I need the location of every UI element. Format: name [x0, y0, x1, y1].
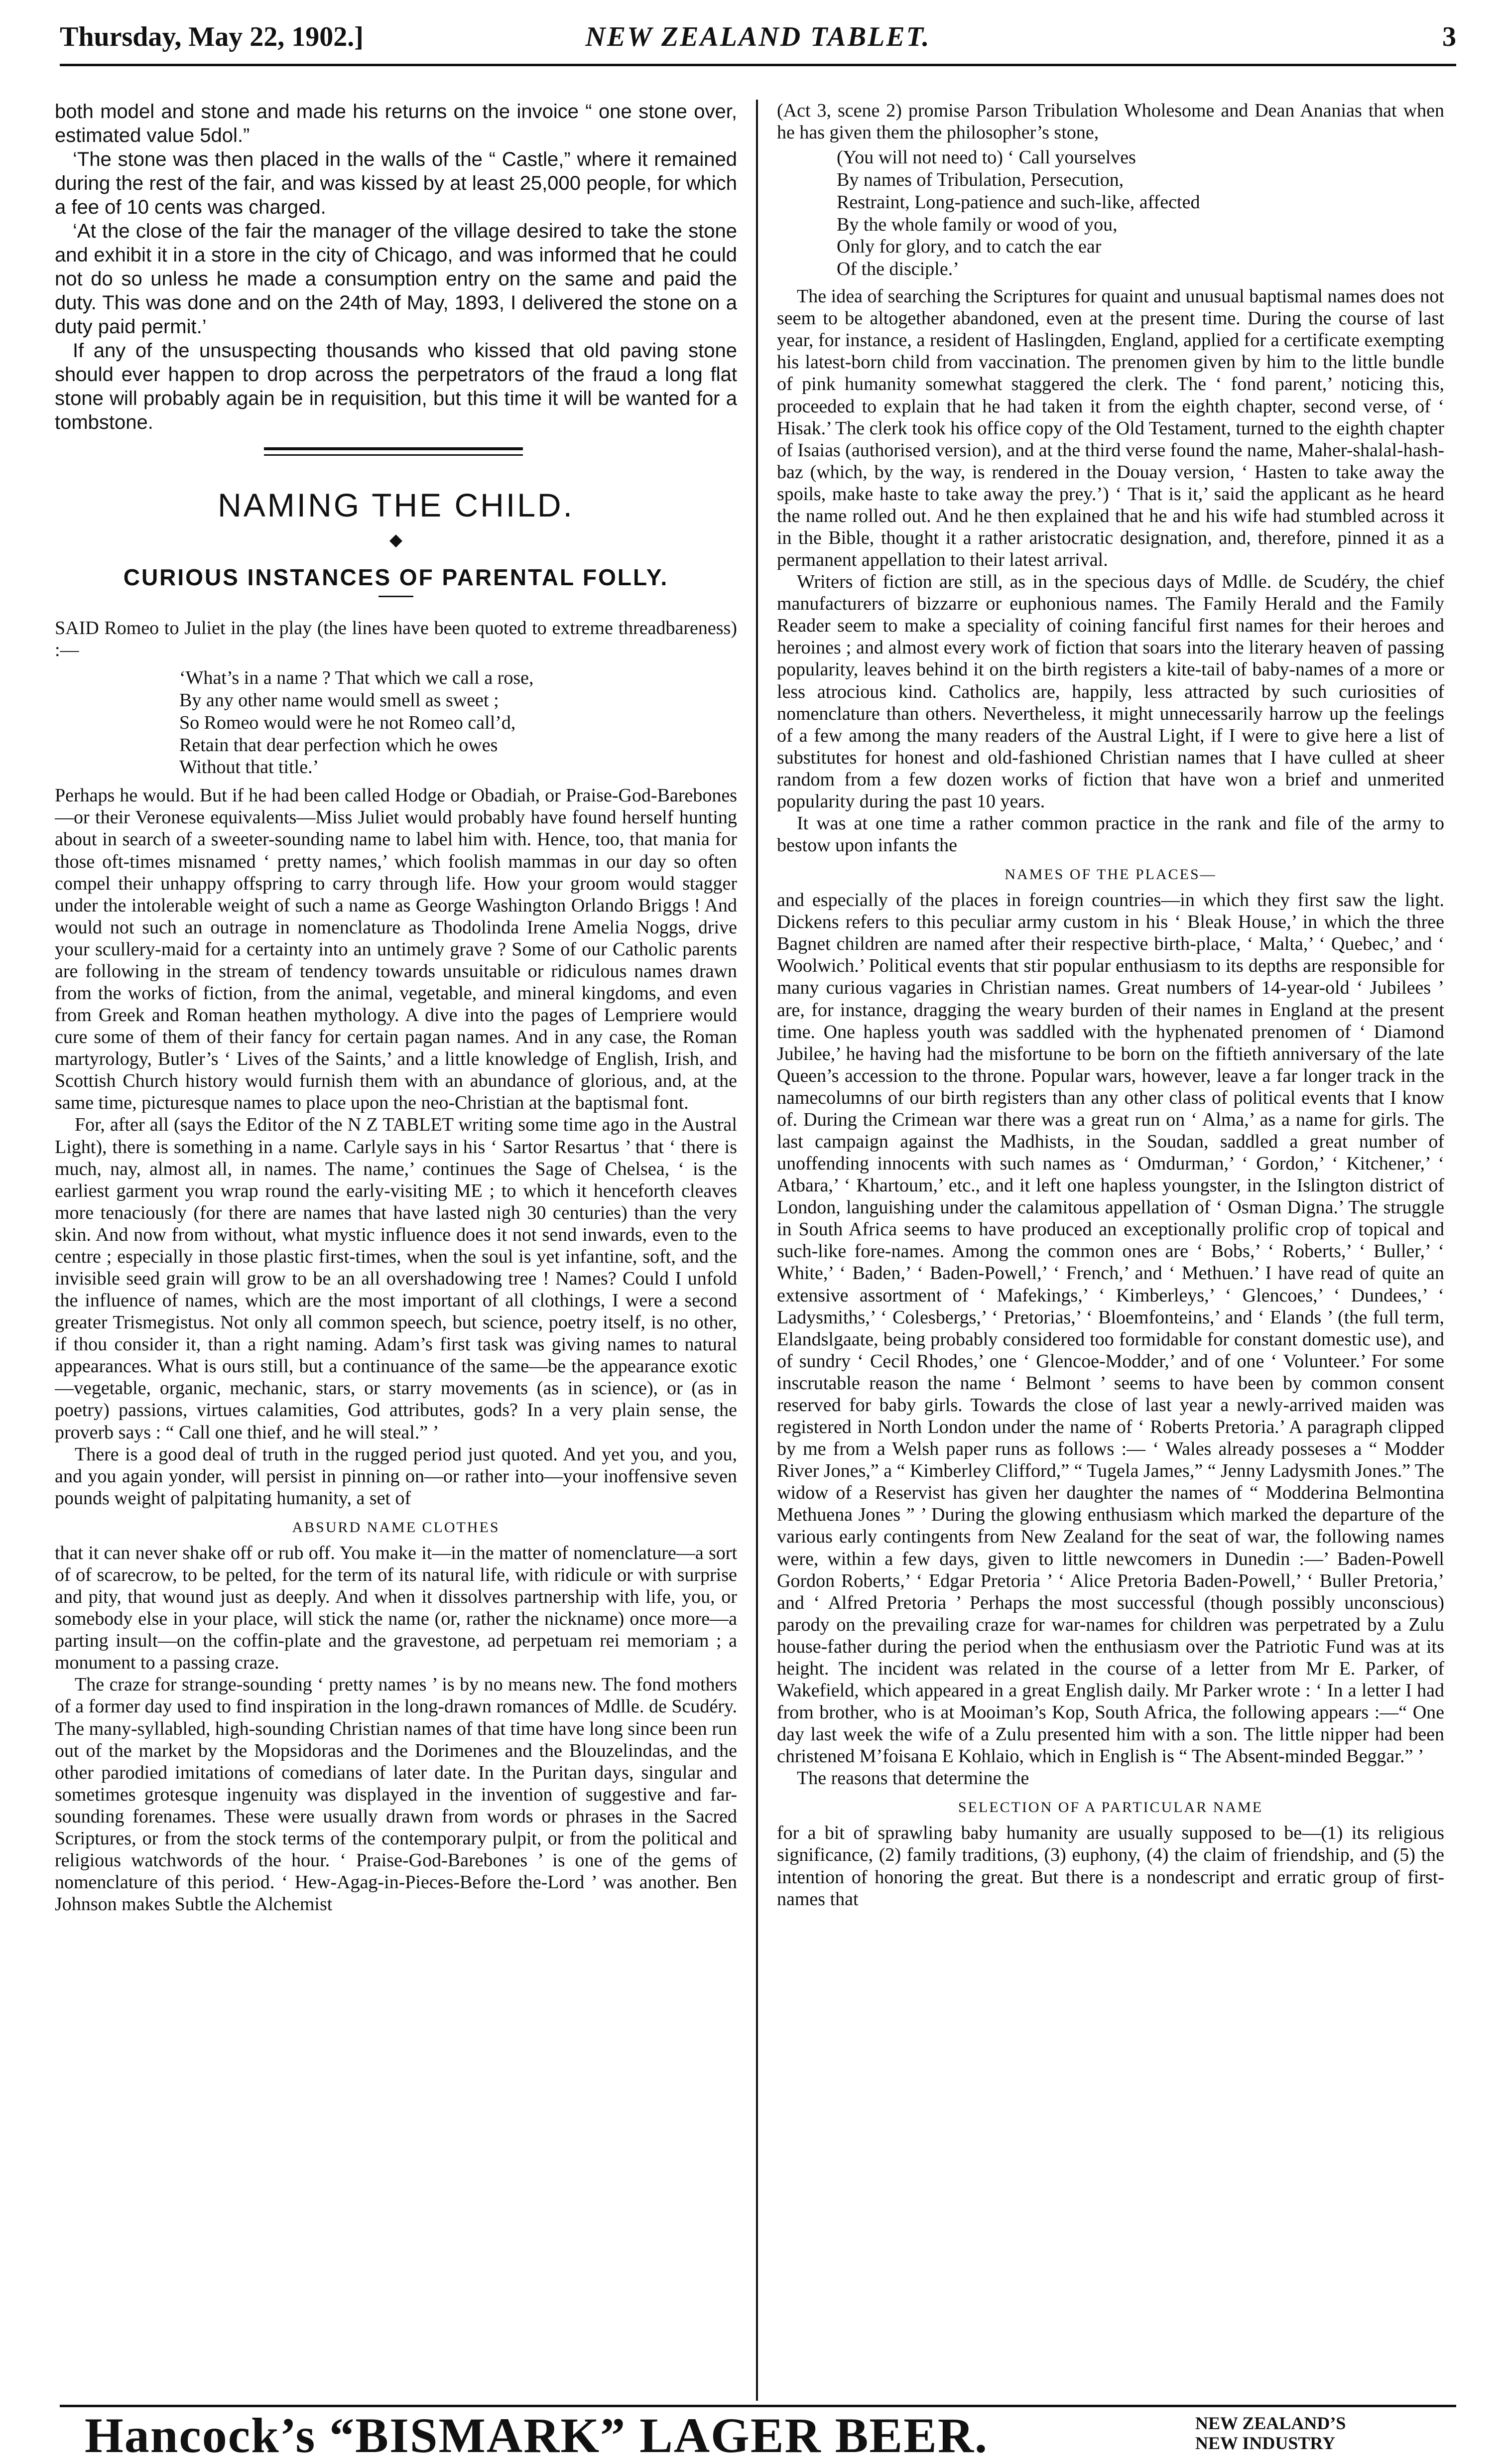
quoted-verse — [837, 146, 1444, 280]
verse-line: Only for glory, and to catch the ear — [837, 236, 1102, 258]
opening-paragraph: (Act 3, scene 2) promise Parson Tribulation Wholesome and Dean Ananias that when he has given them the philosopher’s stone, — [777, 100, 1444, 143]
verse-line: Without that title.’ — [179, 757, 319, 778]
body-paragraph: The reasons that determine the — [797, 1768, 1029, 1789]
body-paragraph: The idea of searching the Scriptures for quaint and unusual baptismal names does not seem to be altogether abandoned, even at the present time. During the course of last year, for instance, a resident of Haslingden, England, applied for a certificate exempting his latest-born child from vaccination. The prenomen given by him to the little bundle of pink humanity somewhat staggered the clerk. The ‘ fond parent,’ noticing this, proceeded to explain that he had taken it from the eighth chapter, second verse, of ‘ Hisak.’ The clerk took his office copy of the Old Testament, turned to the eighth chapter of Isaias (authorised version), and at the third verse found the name, Maher-shalal-hash-baz (which, by the way, is rendered in the Douay version, ‘ Hasten to take away the spoils, make haste to take away the prey.’) ‘ That is it,’ said the applicant as he heard the name rolled out. And he then explained that he and his wife had stumbled across it in the Bible, thought it a rather aristocratic designation, and, therefore, pinned it as a permanent appellation to their latest arrival. — [777, 286, 1444, 571]
article-heading: NAMING THE CHILD. — [218, 487, 574, 523]
section-subhead: NAMES OF THE PLACES— — [1004, 866, 1217, 883]
opening-paragraph: SAID Romeo to Juliet in the play (the lines have been quoted to extreme threadbareness) :— — [55, 618, 737, 661]
tagline-line: NEW ZEALAND’S — [1195, 2413, 1346, 2433]
body-paragraph: There is a good deal of truth in the rugged period just quoted. And yet you, and you, and you again yonder, will persist in pinning on—or rather into—your inoffensive seven pounds weight of palpitating humanity, a set of — [55, 1443, 737, 1509]
page-number: 3 — [1442, 21, 1456, 52]
masthead-rule — [60, 64, 1456, 66]
newspaper-title: NEW ZEALAND TABLET. — [585, 21, 931, 52]
intro-paragraph: both model and stone and made his returns on the invoice “ one stone over, estimated value 5dol.” — [55, 101, 737, 146]
section-divider — [55, 443, 737, 466]
left-column — [55, 100, 737, 2401]
body-paragraph: and especially of the places in foreign countries—in which they first saw the light. Dickens refers to this peculiar army custom in his ‘ Bleak House,’ in which the three Bagnet children are named after their respective birth-place, ‘ Malta,’ ‘ Quebec,’ and ‘ Woolwich.’ Political events that stir popular enthusiasm to its depths are responsible for many curious vagaries in Christian names. Great numbers of 14-year-old ‘ Jubilees ’ are, for instance, dragging the weary burden of their names in England at the present time. One hapless youth was saddled with the hyphenated prenomen of ‘ Diamond Jubilee,’ he having had the misfortune to be born on the fiftieth anniversary of the late Queen’s accession to the throne. Popular wars, however, leave a far longer track in the namecolumns of our birth registers than any other class of political events that I know of. During the Crimean war there was a great run on ‘ Alma,’ as a name for girls. The last campaign against the Madhists, in the Soudan, saddled a great number of unoffending innocents with such names as ‘ Omdurman,’ ‘ Gordon,’ ‘ Kitchener,’ ‘ Atbara,’ ‘ Khartoum,’ etc., and it left one hapless youngster, in the Islington district of London, languishing under the calamitous appellation of ‘ Osman Digna.’ The struggle in South Africa seems to have produced an exceptionally prolific crop of topical and such-like fore-names. Among the common ones are ‘ Bobs,’ ‘ Roberts,’ ‘ Buller,’ ‘ White,’ ‘ Baden,’ ‘ Baden-Powell,’ ‘ French,’ and ‘ Methuen.’ I have read of quite an extensive assortment of ‘ Mafekings,’ ‘ Kimberleys,’ ‘ Glencoes,’ ‘ Dundees,’ ‘ Ladysmiths,’ ‘ Colesbergs,’ ‘ Pretorias,’ ‘ Bloemfonteins,’ and ‘ Elands ’ (the full term, Elandslgaate, being probably considered too formidable for constant domestic use), and of sundry ‘ Cecil Rhodes,’ one ‘ Glencoe-Modder,’ and of one ‘ Volunteer.’ For some inscrutable reason the name ‘ Belmont ’ seems to have been by common consent reserved for baby girls. Towards the close of last year a newly-arrived maiden was registered in North London under the name of ‘ Roberts Pretoria.’ A paragraph clipped by me from a Welsh paper runs as follows :— ‘ Wales already posseses a “ Modder River Jones,” a “ Kimberley Clifford,” “ Tugela James,” “ Jenny Ladysmith Jones.” The widow of a Reservist has given her daughter the names of “ Modderina Belmontina Methuena Jones ” ’ During the glowing enthusiasm which marked the departure of the various early contingents from New Zealand for the seat of war, the following names were, within a few days, given to little newcomers in Dunedin :—’ Baden-Powell Gordon Roberts,’ ‘ Edgar Pretoria ’ ‘ Alice Pretoria Baden-Powell,’ ‘ Buller Pretoria,’ and ‘ Alfred Pretoria ’ Perhaps the most successful (though possibly unconscious) parody on the prevailing craze for war-names for children was perpetrated by a Zulu house-father during the period when the enthusiasm over the Patriotic Fund was at its height. The incident was related in the course of a letter from Mr E. Parker, of Wakefield, which appeared in a great English daily. Mr Parker wrote : ‘ In a letter I had from brother, who is at Mooiman’s Kop, South Africa, the following appears :—“ One day last week the wife of a Zulu presented him with a son. The little nipper had been christened M’foisana E Kohlaio, which in English is “ The Absent-minded Beggar.” ’ — [777, 890, 1444, 1767]
masthead — [60, 14, 1456, 62]
tagline-line: NEW INDUSTRY — [1195, 2433, 1336, 2453]
column-rule — [756, 100, 758, 2401]
advertisement-tagline — [1195, 2414, 1346, 2453]
verse-line: Retain that dear perfection which he owes — [179, 734, 498, 756]
body-paragraph: that it can never shake off or rub off. You make it—in the matter of nomenclature—a sort of of scarecrow, to be pelted, for the term of its natural life, with ridicule or with surprise and pity, that wound just as deeply. And when it dissolves partnership with life, you, or somebody else in your place, will stick the name (or, rather the nickname) once more—a parting insult—on the coffin-plate and the gravestone, ad perpetuam rei memoriam ; a monument to a passing craze. — [55, 1542, 737, 1674]
ornament-icon: ◆ — [389, 531, 403, 549]
verse-line: (You will not need to) ‘ Call yourselves — [837, 147, 1136, 168]
issue-date: Thursday, May 22, 1902.] — [60, 21, 364, 52]
body-paragraph: It was at one time a rather common practice in the rank and file of the army to bestow upon infants the — [777, 813, 1444, 856]
body-paragraph: Writers of fiction are still, as in the specious days of Mdlle. de Scudéry, the chief manufacturers of bizzarre or euphonious names. The Family Herald and the Family Reader seem to make a speciality of coining fanciful first names for their heroes and heroines ; and almost every work of fiction that soars into the literary heaven of passing popularity, leaves behind it on the birth registers a kite-tail of baby-names of a more or less atrocious kind. Catholics are, happily, less attracted by such curiosities of nomenclature than others. Nevertheless, it might unnecessarily harrow up the feelings of a few among the many readers of the Austral Light, if I were to give here a list of substitutes for honest and old-fashioned Christian names that I have culled at sheer random from a few dozen works of fiction that have won a brief and unmerited popularity during the past 10 years. — [777, 571, 1444, 812]
intro-paragraph: ‘At the close of the fair the manager of the village desired to take the stone and exhibit it in a store in the city of Chicago, and was informed that he could not do so unless he made a consumption entry on the same and paid the duty. This was done and on the 24th of May, 1893, I delivered the stone on a duty paid permit.’ — [55, 220, 737, 338]
body-paragraph: Perhaps he would. But if he had been called Hodge or Obadiah, or Praise-God-Barebones—or their Veronese equivalents—Miss Juliet would probably have found herself hunting about in search of a sweeter-sounding name to label him with. Hence, too, that mania for those oft-times misnamed ‘ pretty names,’ which foolish mammas in our day so often compel their unhappy offspring to carry through life. How your groom would stagger under the intolerable weight of such a name as George Washington Orlando Briggs ! And would not such an outrage in nomenclature as Thodolinda Irene Amelia Noggs, drive your scullery-maid for a certainty into an untimely grave ? Some of our Catholic parents are following in the stream of tendency towards unsuitable or ridiculous names drawn from the works of fiction, from the animal, vegetable, and mineral kingdoms, and even from Greek and Roman heathen mythology. A dive into the pages of Lempriere would cure some of them of their fancy for certain pagan names. And in any case, the Roman martyrology, Butler’s ‘ Lives of the Saints,’ and a little knowledge of English, Irish, and Scottish Church history would furnish them with an abundance of glorious, and, at the same time, picturesque names to place upon the neo-Christian at the baptismal font. — [55, 785, 737, 1114]
verse-line: ‘What’s in a name ? That which we call a rose, — [179, 667, 534, 689]
verse-line: Restraint, Long-patience and such-like, affected — [837, 191, 1200, 213]
body-paragraph: for a bit of sprawling baby humanity are usually supposed to be—(1) its religious significance, (2) family traditions, (3) euphony, (4) the claim of friendship, and (5) the intention of honoring the great. But there is a nondescript and erratic group of first-names that — [777, 1822, 1444, 1910]
body-paragraph: The craze for strange-sounding ‘ pretty names ’ is by no means new. The fond mothers of a former day used to find inspiration in the long-drawn romances of Mdlle. de Scudéry. The many-syllabled, high-sounding Christian names of that time have long since been run out of the market by the Mopsidoras and the Dorimenes and the Blouzelindas, and the other parodied imitations of comedians of later date. In the Puritan days, singular and sometimes grotesque ingenuity was displayed in the invention of suggestive and far-sounding forenames. These were usually drawn from words or phrases in the Sacred Scriptures, or from the stock terms of the contemporary pulpit, or from the political and religious watchwords of the hour. ‘ Praise-God-Barebones ’ is one of the gems of nomenclature of this period. ‘ Hew-Agag-in-Pieces-Before the-Lord ’ was another. Ben Johnson makes Subtle the Alchemist — [55, 1674, 737, 1915]
right-column — [777, 100, 1444, 2401]
verse-line: So Romeo would were he not Romeo call’d, — [179, 712, 516, 733]
verse-line: Of the disciple.’ — [837, 259, 959, 280]
intro-paragraph: If any of the unsuspecting thousands who kissed that old paving stone should ever happen to drop across the perpetrators of the fraud a long flat stone will probably again be in requisition, but this time it will be wanted for a tombstone. — [55, 340, 737, 433]
advertisement-title: Hancock’s “BISMARK” LAGER BEER. — [85, 2408, 989, 2463]
verse-line: By the whole family or wood of you, — [837, 214, 1118, 235]
body-paragraph: For, after all (says the Editor of the N Z TABLET writing some time ago in the Austral Light), there is something in a name. Carlyle says in his ‘ Sartor Resartus ’ that ‘ there is much, nay, almost all, in names. The name,’ continues the Sage of Chelsea, ‘ is the earliest garment you wrap round the early-visiting ME ; to which it henceforth cleaves more tenaciously (for there are names that have lasted nigh 30 centuries) than the very skin. And now from without, what mystic influence does it not send inwards, even to the centre ; especially in those plastic first-times, when the soul is yet infantine, soft, and the invisible seed grain will grow to be an all overshadowing tree ! Names? Could I unfold the influence of names, which are the most important of all clothings, I were a second greater Trismegistus. Not only all common speech, but science, poetry itself, is no other, if thou consider it, than a right naming. Adam’s first task was giving names to natural appearances. What is ours still, but a continuance of the same—be the appearance exotic—vegetable, organic, mechanic, stars, or starry movements (as in science), or (as in poetry) passions, virtues calamities, God attributes, gods? In a very plain sense, the proverb says : “ Call one thief, and he will steal.” ’ — [55, 1114, 737, 1443]
verse-line: By names of Tribulation, Persecution, — [837, 169, 1124, 190]
verse-line: By any other name would smell as sweet ; — [179, 689, 499, 711]
article-subheading: CURIOUS INSTANCES OF PARENTAL FOLLY. — [123, 564, 669, 590]
section-subhead: SELECTION OF A PARTICULAR NAME — [958, 1799, 1263, 1816]
short-rule — [378, 596, 413, 597]
quoted-verse — [179, 667, 737, 778]
intro-paragraph: ‘The stone was then placed in the walls of the “ Castle,” where it remained during the rest of the fair, and was kissed by at least 25,000 people, for which a fee of 10 cents was charged. — [55, 148, 737, 218]
section-subhead: ABSURD NAME CLOTHES — [292, 1519, 500, 1536]
